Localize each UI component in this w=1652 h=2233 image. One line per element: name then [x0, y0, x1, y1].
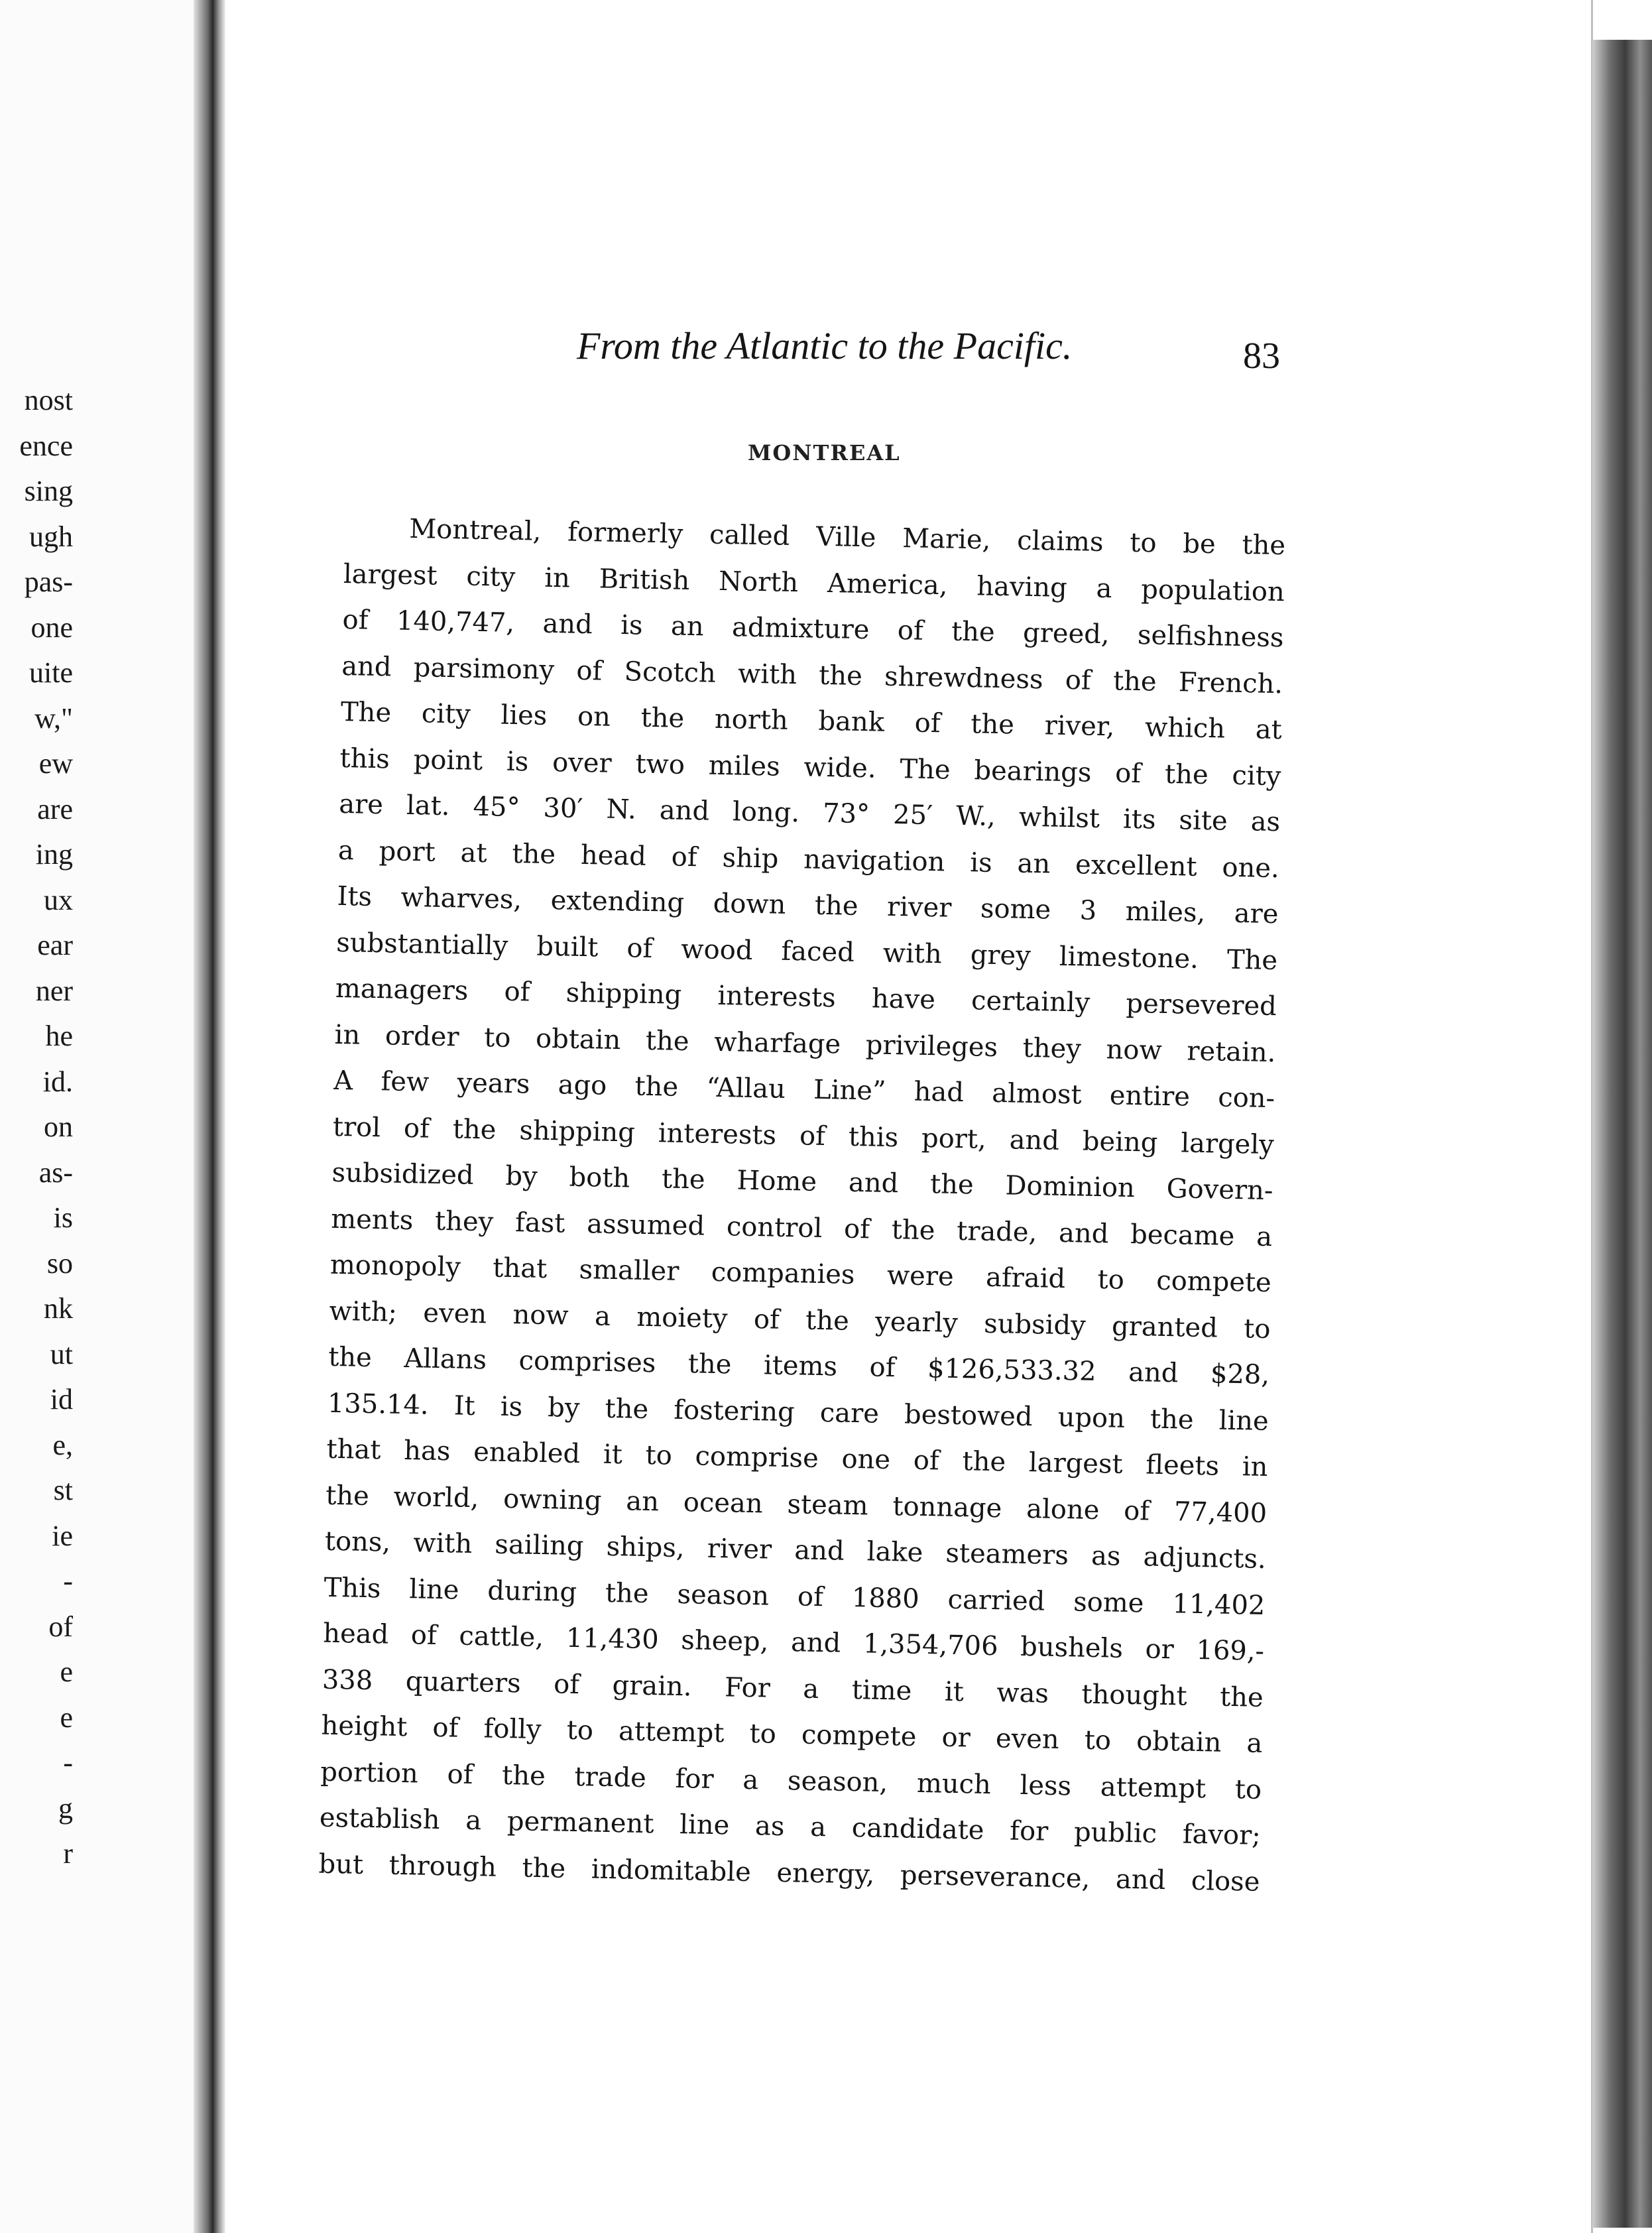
left-fragment-line: e	[60, 1656, 73, 1688]
text-line: A few years ago the “Allau Line” had almost entire con-	[333, 1065, 1275, 1115]
text-line: a port at the head of ship navigation is an excellent one.	[337, 835, 1280, 884]
text-line: Its wharves, extending down the river some 3 miles, are	[337, 880, 1279, 930]
book-gutter	[194, 0, 225, 2233]
text-line: the Allans comprises the items of $126,533.32 and $28,	[327, 1341, 1270, 1391]
left-fragment-line: one	[30, 611, 73, 644]
left-fragment-line: -	[63, 1565, 73, 1597]
left-fragment-line: e,	[52, 1428, 73, 1461]
text-line: ments they fast assumed control of the trade, and became a	[330, 1203, 1273, 1252]
text-line: tons, with sailing ships, river and lake steamers as adjuncts.	[324, 1526, 1267, 1575]
text-line: 135.14. It is by the fostering care bestowed upon the line	[327, 1388, 1269, 1437]
left-fragment-line: st	[53, 1474, 73, 1506]
left-fragment-line: id.	[42, 1065, 73, 1098]
text-line: Montreal, formerly called Ville Marie, claims to be the	[408, 513, 1286, 562]
left-fragment-line: id	[50, 1383, 73, 1416]
left-fragment-line: g	[58, 1791, 73, 1825]
text-line: and parsimony of Scotch with the shrewdness of the French.	[341, 650, 1283, 699]
text-line: the world, owning an ocean steam tonnage alone of 77,400	[325, 1480, 1268, 1529]
left-fragment-line: is	[53, 1201, 73, 1234]
left-fragment-line: r	[63, 1837, 73, 1870]
left-fragment-line: ing	[35, 838, 73, 871]
text-line: with; even now a moiety of the yearly subsidy granted to	[329, 1296, 1271, 1345]
text-line: but through the indomitable energy, perseverance, and close	[318, 1848, 1260, 1898]
left-fragment-line: ence	[19, 429, 73, 462]
text-line: trol of the shipping interests of this port, and being largely	[332, 1111, 1275, 1160]
left-fragment-line: are	[37, 792, 73, 825]
running-title: From the Atlantic to the Pacific.	[577, 324, 1073, 367]
left-fragment-line: of	[48, 1610, 73, 1643]
left-fragment-line: ew	[38, 747, 73, 780]
left-page-text-fragments	[0, 378, 73, 1877]
left-fragment-line: ux	[44, 883, 73, 916]
left-fragment-line: so	[46, 1246, 73, 1280]
text-line: in order to obtain the wharfage privileges they now retain.	[334, 1019, 1276, 1068]
text-line: portion of the trade for a season, much less attempt to	[320, 1756, 1262, 1805]
left-fragment-line: nost	[24, 384, 73, 416]
text-line: establish a permanent line as a candidate for public favor;	[319, 1802, 1262, 1851]
left-fragment-line: as-	[38, 1156, 73, 1189]
left-fragment-line: ie	[52, 1519, 73, 1552]
text-line: are lat. 45° 30′ N. and long. 73° 25′ W., whilst its site as	[338, 788, 1281, 838]
text-line: head of cattle, 11,430 sheep, and 1,354,706 bushels or 169,-	[322, 1618, 1265, 1667]
left-fragment-line: nk	[44, 1292, 73, 1325]
left-fragment-line: ut	[50, 1337, 73, 1370]
text-line: 338 quarters of grain. For a time it was thought the	[322, 1664, 1264, 1713]
page-number: 83	[1243, 335, 1280, 377]
text-line: This line during the season of 1880 carried some 11,402	[324, 1572, 1266, 1621]
section-heading: MONTREAL	[748, 440, 901, 465]
left-fragment-line: sing	[24, 475, 73, 507]
left-fragment-line: ear	[37, 929, 73, 961]
text-line: substantially built of wood faced with grey limestone. The	[335, 927, 1278, 976]
text-line: managers of shipping interests have certainly persevered	[335, 973, 1277, 1022]
left-fragment-line: e	[60, 1701, 73, 1734]
book-page-edges	[1592, 40, 1652, 2228]
text-line: this point is over two miles wide. The bearings of the city	[339, 743, 1281, 792]
left-fragment-line: uite	[29, 656, 73, 689]
text-line: monopoly that smaller companies were afraid to compete	[329, 1249, 1272, 1299]
text-line: The city lies on the north bank of the river, which at	[340, 696, 1283, 746]
left-fragment-line: pas-	[24, 566, 73, 598]
text-line: subsidized by both the Home and the Dominion Govern-	[331, 1157, 1273, 1207]
text-line: that has enabled it to comprise one of the largest fleets in	[326, 1433, 1268, 1482]
left-fragment-line: w,"	[34, 701, 73, 735]
left-page-fragment	[0, 0, 211, 2233]
text-line: of 140,747, and is an admixture of the greed, selfishness	[342, 604, 1284, 654]
left-fragment-line: ugh	[29, 520, 73, 553]
left-fragment-line: ner	[35, 974, 73, 1007]
text-line: height of folly to attempt to compete or even to obtain a	[321, 1710, 1263, 1759]
body-paragraph	[318, 505, 1286, 1905]
left-fragment-line: -	[63, 1746, 73, 1779]
text-line: largest city in British North America, having a population	[343, 558, 1285, 607]
left-fragment-line: on	[44, 1111, 73, 1143]
left-fragment-line: he	[45, 1020, 73, 1052]
